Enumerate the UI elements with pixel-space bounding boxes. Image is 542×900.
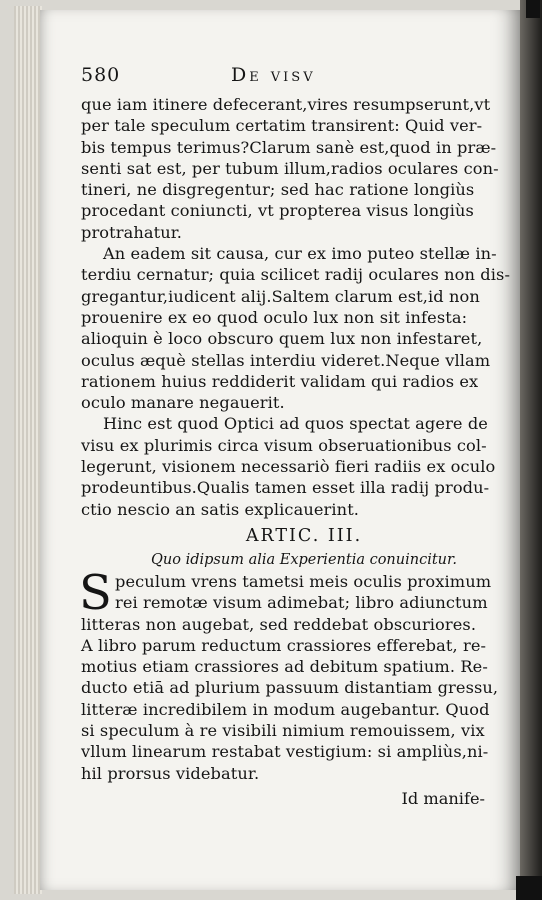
text-line: senti sat est, per tubum illum,radios oculares con-: [81, 158, 499, 178]
text-line: vllum linearum restabat vestigium: si ampliùs,ni-: [81, 742, 489, 762]
paragraph-3: [81, 413, 496, 519]
paragraph-4: [79, 564, 499, 784]
text-line: visu ex plurimis circa visum obseruationibus col-: [81, 435, 487, 455]
text-line: hil prorsus videbatur.: [81, 763, 260, 783]
text-line: oculo manare negauerit.: [81, 393, 285, 413]
scanner-clip-bottom: [516, 876, 542, 900]
text-line: terdiu cernatur; quia scilicet radij oculares non dis-: [81, 265, 511, 285]
text-line: rationem huius reddiderit validam qui radios ex: [81, 371, 479, 391]
article-heading: ARTIC. III.: [245, 525, 363, 546]
text-line: rei remotæ visum adimebat; libro adiunctum: [115, 593, 488, 613]
text-line: motius etiam crassiores ad debitum spatium. Re-: [81, 657, 488, 677]
text-line: prodeuntibus.Qualis tamen esset illa radij produ-: [81, 478, 490, 498]
text-line: que iam itinere defecerant,vires resumpserunt,vt: [81, 95, 491, 114]
page-text: [79, 64, 511, 811]
text-line: si speculum à re visibili nimium remouissem, vix: [81, 721, 485, 741]
text-line: ctio nescio an satis explicauerint.: [81, 499, 360, 519]
drop-cap: S: [79, 564, 112, 621]
text-line: bis tempus terimus?Clarum sanè est,quod in præ-: [81, 137, 497, 157]
text-line: protrahatur.: [81, 222, 183, 242]
text-line: An eadem sit causa, cur ex imo puteo stellæ in-: [103, 244, 497, 264]
paragraph-2: [81, 243, 511, 413]
book-gutter-shadow: [520, 0, 542, 900]
text-line: peculum vrens tametsi meis oculis proximum: [115, 571, 492, 591]
text-line: Hinc est quod Optici ad quos spectat agere de: [103, 414, 488, 434]
running-head: [81, 64, 493, 94]
text-line: gregantur,iudicent alij.Saltem clarum est,id non: [81, 286, 480, 306]
text-line: ducto etiā ad plurium passuum distantiam gressu,: [81, 678, 499, 698]
running-title: De visv: [231, 64, 316, 86]
article-subtitle: Quo idipsum alia Experientia conuincitur.: [151, 551, 457, 568]
paragraph-1: [81, 94, 499, 243]
text-line: litteræ incredibilem in modum augebantur. Quod: [81, 699, 490, 719]
text-line: procedant coniuncti, vt propterea visus longiùs: [81, 201, 474, 221]
text-line: alioquin è loco obscuro quem lux non infestaret,: [81, 329, 483, 349]
text-line: litteras non augebat, sed reddebat obscuriores.: [81, 614, 477, 634]
page-number: 580: [81, 64, 121, 86]
catchword: Id manife-: [401, 788, 485, 808]
text-line: per tale speculum certatim transirent: Quid ver-: [81, 116, 483, 136]
text-line: tineri, ne disgregentur; sed hac ratione longiùs: [81, 180, 475, 200]
text-line: A libro parum reductum crassiores efferebat, re-: [81, 635, 487, 655]
page-stack-edge: [14, 6, 42, 894]
text-line: legerunt, visionem necessariò fieri radiis ex oculo: [81, 457, 496, 477]
scanner-clip-top: [526, 0, 540, 18]
text-line: prouenire ex eo quod oculo lux non sit infesta:: [81, 307, 468, 327]
text-line: oculus æquè stellas interdiu videret.Neque vllam: [81, 350, 491, 370]
